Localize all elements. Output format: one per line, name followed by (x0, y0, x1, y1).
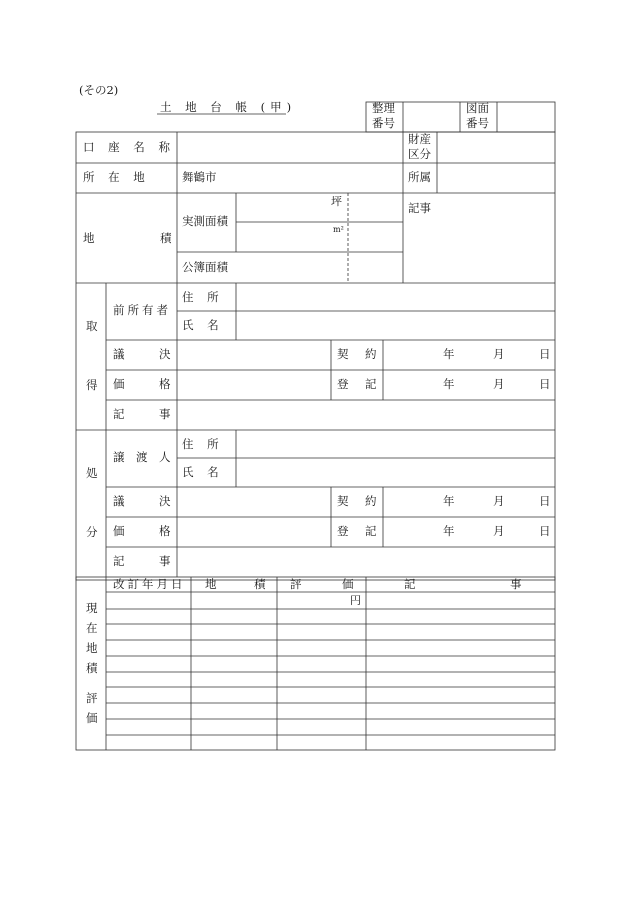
zaisan-kubun-label-2: 区分 (408, 147, 431, 161)
tsubo-unit: 坪 (331, 195, 342, 208)
transferee-label-2: 渡 (136, 450, 148, 464)
acq-resolution-field[interactable] (178, 341, 330, 369)
form-sheet-number: (その2) (79, 83, 119, 97)
disp-price-field[interactable] (178, 518, 330, 546)
chiseki-label-2: 積 (160, 231, 172, 245)
jissoku-sqm-field[interactable] (237, 223, 347, 251)
shozoku-label: 所属 (408, 170, 431, 184)
acq-note-label-1: 記 (113, 407, 125, 421)
shozaichi-label: 所 在 地 (83, 170, 150, 184)
acq-registration-month: 月 (493, 377, 505, 391)
kiji-label: 記事 (408, 201, 431, 215)
acq-contract-label-2: 約 (365, 347, 377, 361)
valuation-section-5: 評 (86, 691, 98, 705)
acq-address-field[interactable] (237, 284, 554, 310)
disp-contract-day: 日 (539, 494, 551, 508)
seiri-label-2: 番号 (372, 116, 395, 130)
kouza-meisho-field[interactable] (178, 133, 402, 162)
acq-price-label-1: 価 (113, 377, 125, 391)
transferee-label-1: 譲 (113, 450, 125, 464)
zaisan-kubun-field[interactable] (438, 133, 554, 162)
disp-resolution-field[interactable] (178, 488, 330, 516)
acq-name-field[interactable] (237, 312, 554, 339)
disp-registration-month: 月 (493, 524, 505, 538)
val-header-hyoka-1: 評 (290, 577, 302, 591)
val-yen-unit: 円 (350, 594, 361, 607)
shozaichi-value[interactable]: 舞鶴市 (182, 170, 217, 184)
acq-registration-year: 年 (443, 377, 455, 391)
kouza-meisho-label: 口 座 名 称 (83, 140, 175, 154)
acq-contract-month: 月 (493, 347, 505, 361)
acq-registration-day: 日 (539, 377, 551, 391)
disp-name-field[interactable] (237, 459, 554, 486)
val-header-hyoka-2: 価 (342, 577, 354, 591)
acq-address-label: 住 所 (182, 290, 224, 304)
acq-name-label: 氏 名 (182, 318, 224, 332)
acq-resolution-label-1: 議 (113, 347, 125, 361)
acq-contract-day: 日 (539, 347, 551, 361)
zumen-bango-field[interactable] (498, 103, 554, 131)
seiri-label-1: 整理 (372, 101, 395, 115)
disp-registration-day: 日 (539, 524, 551, 538)
disp-price-label-1: 価 (113, 524, 125, 538)
val-header-revision-date: 改訂年月日 (113, 577, 186, 591)
disp-name-label: 氏 名 (182, 465, 224, 479)
disp-contract-month: 月 (493, 494, 505, 508)
disp-address-field[interactable] (237, 431, 554, 457)
acq-registration-label-2: 記 (365, 377, 377, 391)
val-header-chiseki-2: 積 (254, 577, 266, 591)
disp-contract-year: 年 (443, 494, 455, 508)
disp-resolution-label-2: 決 (159, 494, 171, 508)
disp-note-label-1: 記 (113, 554, 125, 568)
acq-price-label-2: 格 (159, 377, 171, 391)
kibo-menseki-label: 公簿面積 (182, 260, 228, 274)
valuation-section-6: 価 (86, 711, 98, 725)
zumen-label-2: 番号 (466, 116, 489, 130)
previous-owner-label: 前所有者 (113, 303, 171, 317)
seiri-bango-field[interactable] (404, 103, 459, 131)
val-header-kiji-1: 記 (404, 577, 416, 591)
kiji-field[interactable] (404, 215, 554, 282)
disposal-section-1: 処 (86, 466, 98, 480)
acq-registration-label-1: 登 (337, 377, 349, 391)
transferee-label-3: 人 (159, 450, 171, 464)
valuation-section-2: 在 (86, 621, 98, 635)
disp-contract-label-2: 約 (365, 494, 377, 508)
acquisition-section-2: 得 (86, 378, 98, 392)
chiseki-label-1: 地 (83, 231, 95, 245)
kibo-menseki-field[interactable] (237, 253, 347, 282)
acq-price-field[interactable] (178, 371, 330, 399)
sqm-unit: m² (333, 225, 344, 234)
valuation-section-1: 現 (86, 601, 98, 615)
form-title: 土 地 台 帳 (甲) (160, 100, 297, 114)
acq-note-field[interactable] (178, 401, 554, 429)
acq-contract-label-1: 契 (337, 347, 349, 361)
acquisition-section-1: 取 (86, 319, 98, 333)
val-header-chiseki-1: 地 (205, 577, 217, 591)
disp-price-label-2: 格 (159, 524, 171, 538)
disp-registration-label-1: 登 (337, 524, 349, 538)
disp-note-label-2: 事 (159, 554, 171, 568)
valuation-table-border (76, 577, 555, 750)
acq-contract-year: 年 (443, 347, 455, 361)
jissoku-menseki-label: 実測面積 (182, 214, 228, 228)
acq-note-label-2: 事 (159, 407, 171, 421)
jissoku-tsubo-field[interactable] (237, 194, 347, 221)
disp-registration-year: 年 (443, 524, 455, 538)
disp-resolution-label-1: 議 (113, 494, 125, 508)
zumen-label-1: 図面 (466, 101, 489, 115)
disp-contract-label-1: 契 (337, 494, 349, 508)
disposal-section-2: 分 (86, 525, 98, 539)
disp-note-field[interactable] (178, 548, 554, 576)
val-header-kiji-2: 事 (510, 577, 522, 591)
valuation-section-3: 地 (86, 641, 98, 655)
disp-address-label: 住 所 (182, 437, 224, 451)
shozoku-field[interactable] (438, 164, 554, 192)
valuation-section-4: 積 (86, 661, 98, 675)
disp-registration-label-2: 記 (365, 524, 377, 538)
acq-resolution-label-2: 決 (159, 347, 171, 361)
zaisan-kubun-label-1: 財産 (408, 132, 431, 146)
